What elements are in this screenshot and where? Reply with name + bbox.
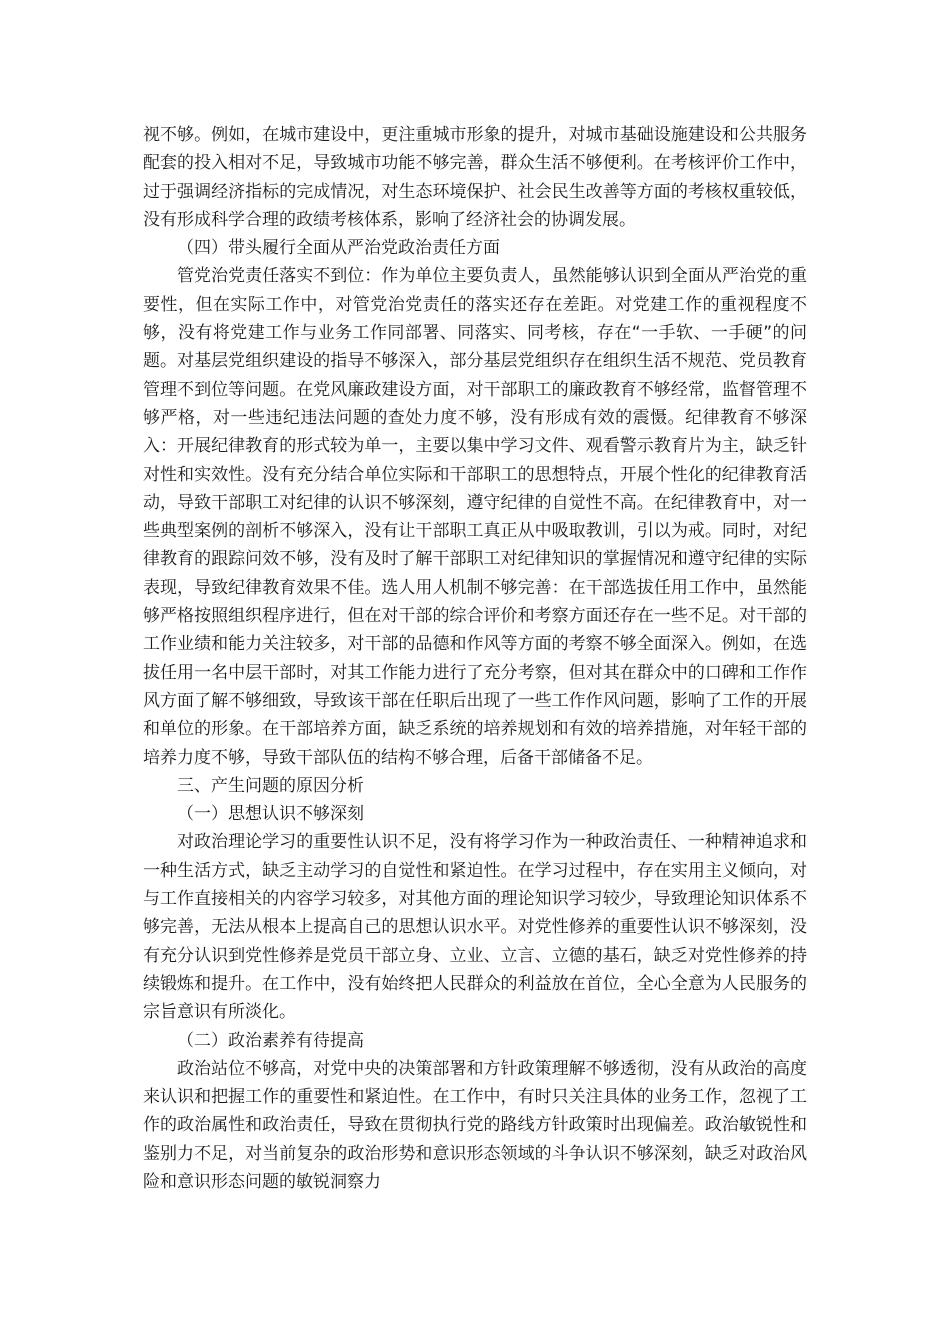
section-heading-3: 三、产生问题的原因分析 (177, 775, 364, 796)
paragraph-body: 管党治党责任落实不到位：作为单位主要负责人，虽然能够认识到全面从严治党的重要性，但在实际工作中，对管党治党责任的落实还存在差距。对党建工作的重视程度不够，没有将党建工作与业务工作同部署、同落实、同考核，存在“一手软、一手硬”的问题。对基层党组织建设的指导不够深入，部分基层党组织存在组织生活不规范、党员教育管理不到位等问题。在党风廉政建设方面，对干部职工的廉政教育不够经常，监督管理不够严格，对一些违纪违法问题的查处力度不够，没有形成有效的震慑。纪律教育不够深入：开展纪律教育的形式较为单一，主要以集中学习文件、观看警示教育片为主，缺乏针对性和实效性。没有充分结合单位实际和干部职工的思想特点，开展个性化的纪律教育活动，导致干部职工对纪律的认识不够深刻，遵守纪律的自觉性不高。在纪律教育中，对一些典型案例的剖析不够深入，没有让干部职工真正从中吸取教训，引以为戒。同时，对纪律教育的跟踪问效不够，没有及时了解干部职工对纪律知识的掌握情况和遵守纪律的实际表现，导致纪律教育效果不佳。选人用人机制不够完善：在干部选拔任用工作中，虽然能够严格按照组织程序进行，但在对干部的综合评价和考察方面还存在一些不足。对干部的工作业绩和能力关注较多，对干部的品德和作风等方面的考察不够全面深入。例如，在选拔任用一名中层干部时，对其工作能力进行了充分考察，但对其在群众中的口碑和工作作风方面了解不够细致，导致该干部在任职后出现了一些工作作风问题，影响了工作的开展和单位的形象。在干部培养方面，缺乏系统的培养规划和有效的培养措施，对年轻干部的培养力度不够，导致干部队伍的结构不够合理，后备干部储备不足。 (143, 266, 807, 768)
document-page (143, 121, 807, 1196)
paragraph-body: 对政治理论学习的重要性认识不足，没有将学习作为一种政治责任、一种精神追求和一种生活方式，缺乏主动学习的自觉性和紧迫性。在学习过程中，存在实用主义倾向，对与工作直接相关的内容学习较多，对其他方面的理论知识学习较少，导致理论知识体系不够完善，无法从根本上提高自己的思想认识水平。对党性修养的重要性认识不够深刻，没有充分认识到党性修养是党员干部立身、立业、立言、立德的基石，缺乏对党性修养的持续锻炼和提升。在工作中，没有始终把人民群众的利益放在首位，全心全意为人民服务的宗旨意识有所淡化。 (143, 832, 807, 1023)
paragraph-body: 政治站位不够高，对党中央的决策部署和方针政策理解不够透彻，没有从政治的高度来认识和把握工作的重要性和紧迫性。在工作中，有时只关注具体的业务工作，忽视了工作的政治属性和政治责任，导致在贯彻执行党的路线方针政策时出现偏差。政治敏锐性和鉴别力不足，对当前复杂的政治形势和意识形态领域的斗争认识不够深刻，缺乏对政治风险和意识形态问题的敏锐洞察力 (143, 1058, 807, 1192)
section-subheading-1: （一）思想认识不够深刻 (177, 804, 364, 825)
paragraph-continued: 视不够。例如，在城市建设中，更注重城市形象的提升，对城市基础设施建设和公共服务配套的投入相对不足，导致城市功能不够完善，群众生活不够便利。在考核评价工作中，过于强调经济指标的完成情况，对生态环境保护、社会民生改善等方面的考核权重较低，没有形成科学合理的政绩考核体系，影响了经济社会的协调发展。 (143, 125, 807, 230)
section-subheading-2: （二）政治素养有待提高 (177, 1030, 364, 1051)
section-subheading-4: （四）带头履行全面从严治党政治责任方面 (177, 238, 500, 259)
